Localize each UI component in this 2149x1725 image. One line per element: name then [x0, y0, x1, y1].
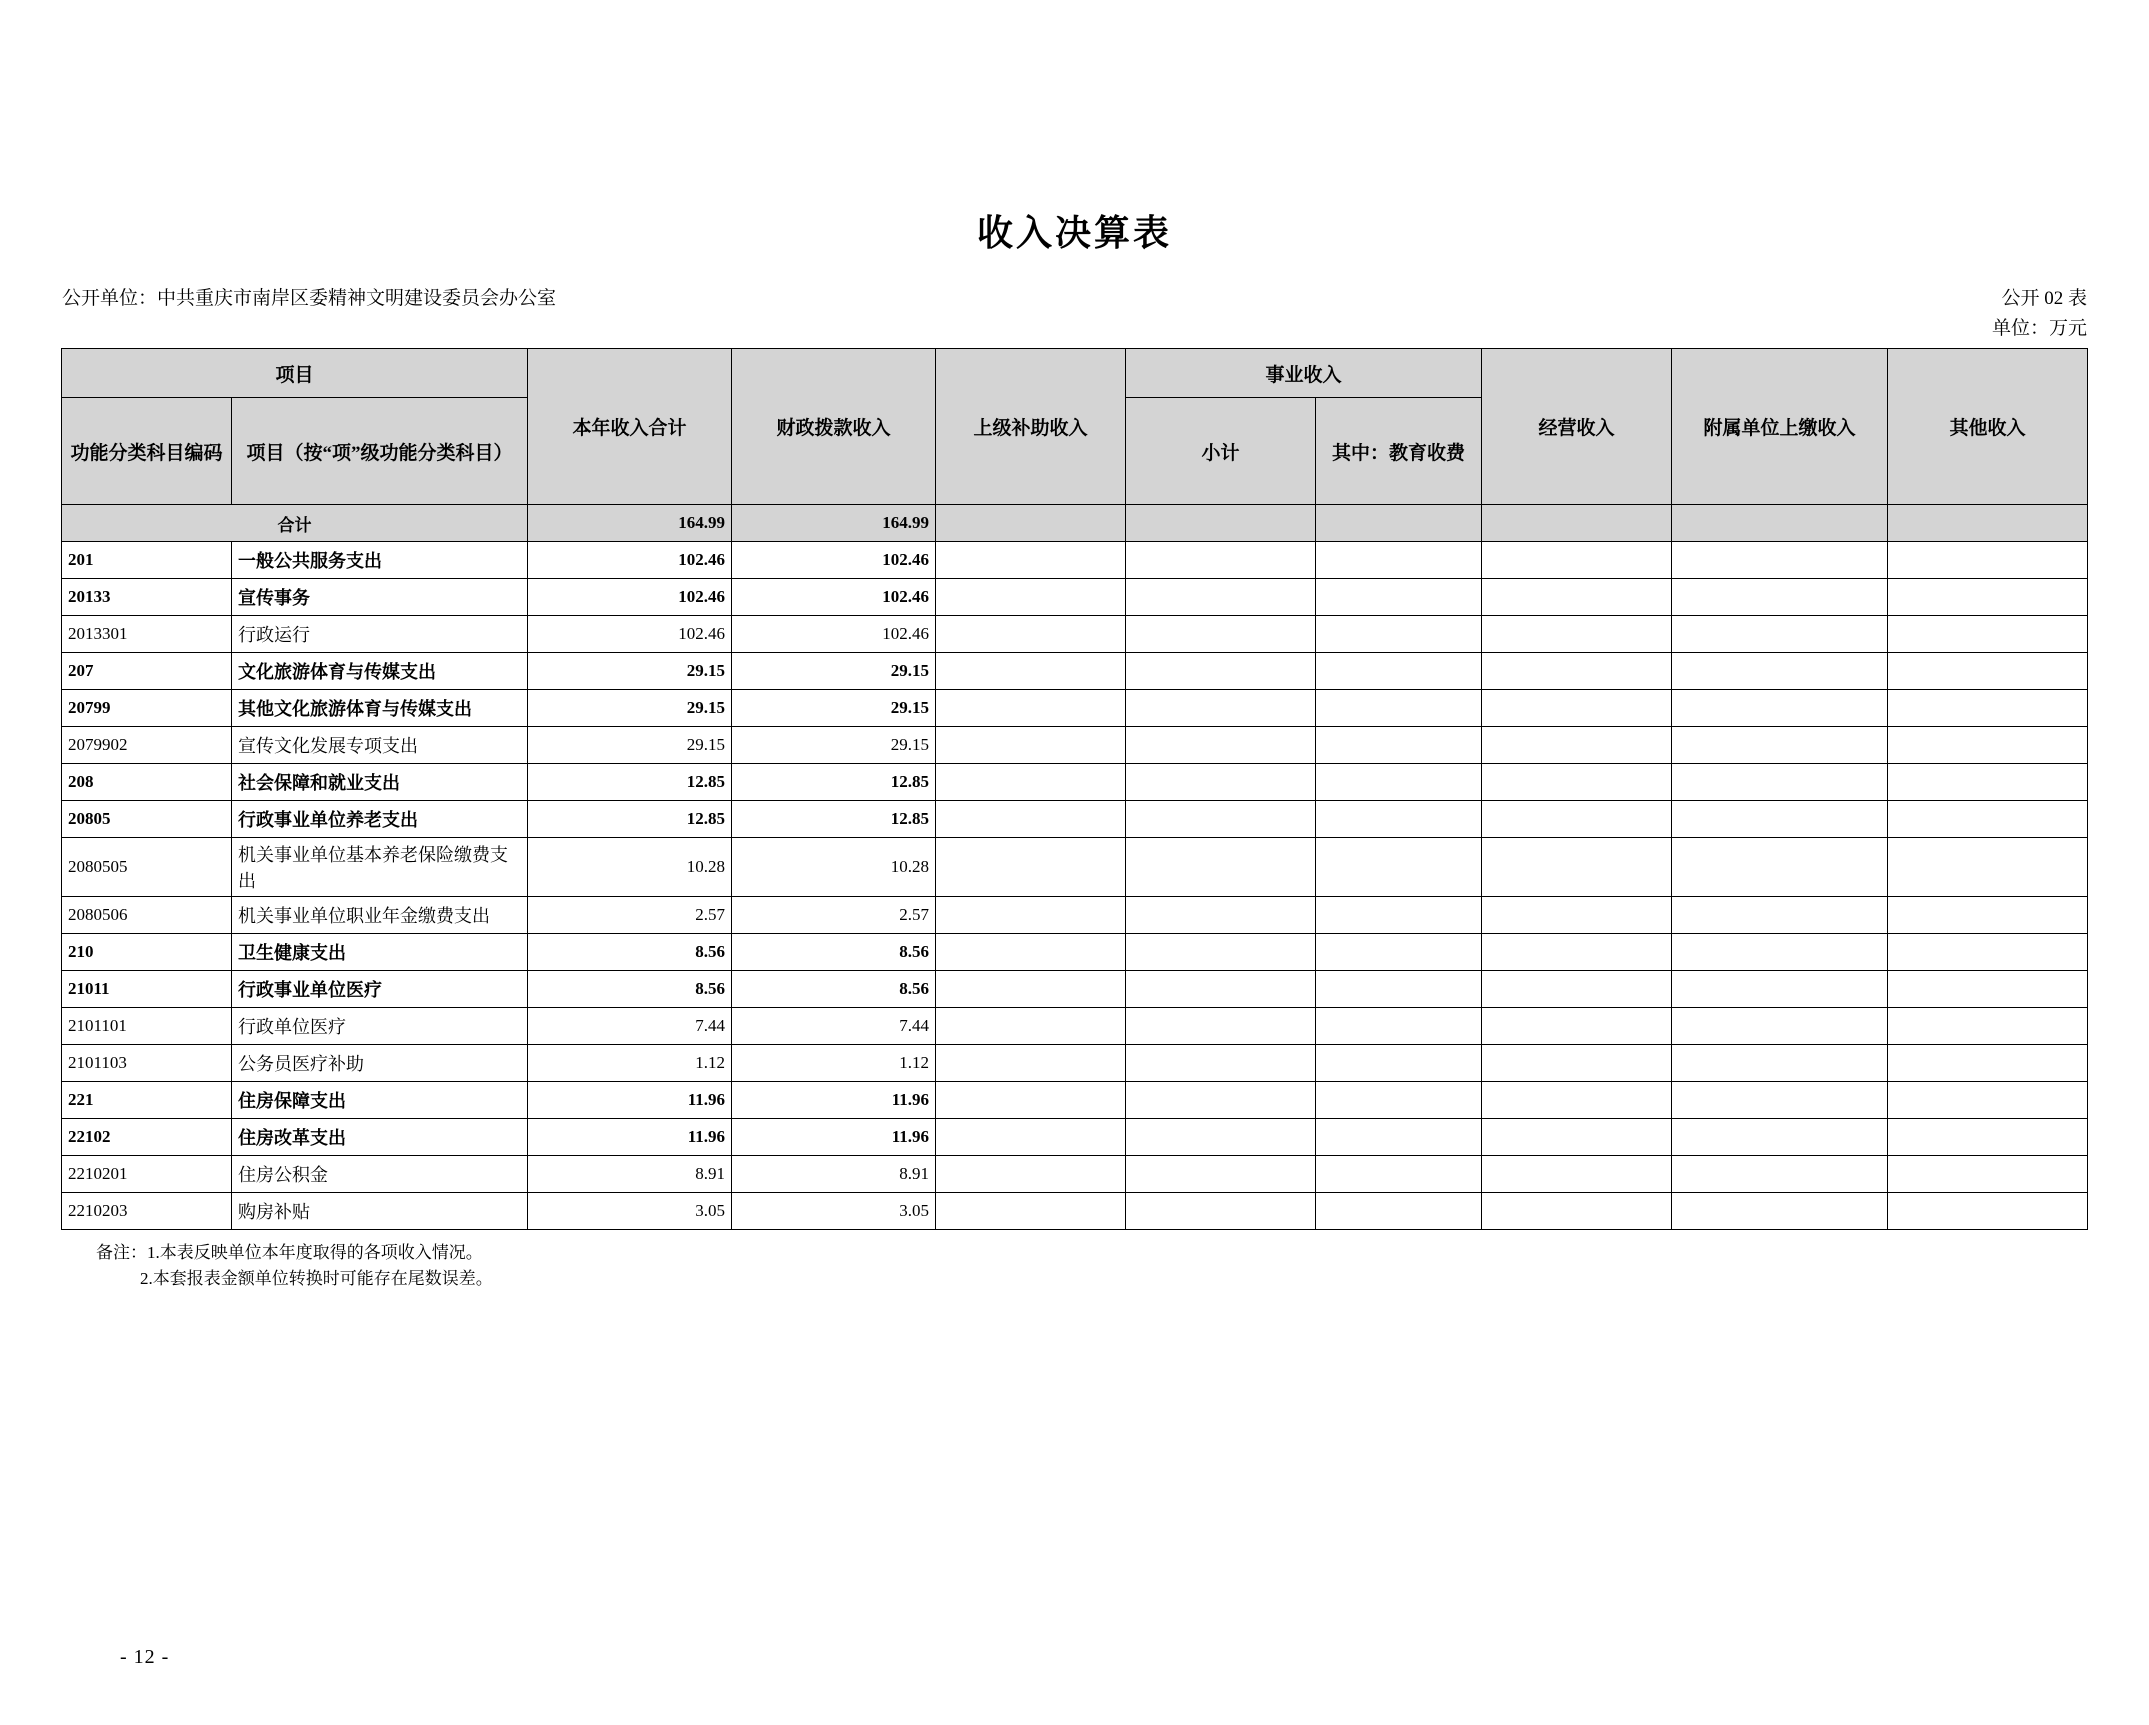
cell-shiye-sub [1126, 838, 1316, 897]
cell-code: 20805 [61, 801, 231, 838]
cell-total: 102.46 [528, 542, 732, 579]
table-row [61, 971, 2087, 1008]
cell-code: 2210203 [61, 1193, 231, 1230]
table-row [61, 1119, 2087, 1156]
cell-other [1888, 690, 2088, 727]
table-row [61, 1045, 2087, 1082]
form-number: 公开 02 表 [2001, 288, 2087, 309]
cell-name: 机关事业单位职业年金缴费支出 [231, 897, 527, 934]
cell-superior [936, 653, 1126, 690]
cell-code: 207 [61, 653, 231, 690]
cell-code: 2101103 [61, 1045, 231, 1082]
cell-shiye-sub [1126, 764, 1316, 801]
cell-name: 行政事业单位养老支出 [231, 801, 527, 838]
cell-business [1482, 653, 1672, 690]
cell-name: 行政运行 [231, 616, 527, 653]
page-number: - 12 - [120, 1646, 170, 1668]
header-business: 经营收入 [1482, 349, 1672, 505]
cell-other [1888, 1119, 2088, 1156]
note-line-1: 备注：1.本表反映单位本年度取得的各项收入情况。 [96, 1243, 483, 1262]
cell-shiye-edu [1316, 542, 1482, 579]
cell-affiliated [1672, 579, 1888, 616]
cell-shiye-edu [1316, 579, 1482, 616]
cell-fiscal: 11.96 [732, 1082, 936, 1119]
cell-shiye-edu [1316, 1082, 1482, 1119]
header-shiye-sub: 小计 [1126, 398, 1316, 505]
table-body [61, 505, 2087, 1230]
cell-business [1482, 1119, 1672, 1156]
table-row [61, 897, 2087, 934]
cell-other [1888, 579, 2088, 616]
cell-business [1482, 727, 1672, 764]
cell-shiye-edu [1316, 1193, 1482, 1230]
cell-shiye-sub [1126, 727, 1316, 764]
cell-total: 7.44 [528, 1008, 732, 1045]
publishing-unit: 公开单位：中共重庆市南岸区委精神文明建设委员会办公室 [62, 288, 557, 309]
table-row [61, 1082, 2087, 1119]
cell-superior [936, 727, 1126, 764]
cell-shiye-sub [1126, 1082, 1316, 1119]
cell-name: 文化旅游体育与传媒支出 [231, 653, 527, 690]
total-affiliated [1672, 505, 1888, 542]
cell-shiye-edu [1316, 764, 1482, 801]
cell-fiscal: 1.12 [732, 1045, 936, 1082]
cell-business [1482, 579, 1672, 616]
cell-shiye-edu [1316, 1156, 1482, 1193]
cell-business [1482, 801, 1672, 838]
cell-code: 2101101 [61, 1008, 231, 1045]
cell-other [1888, 1193, 2088, 1230]
cell-shiye-sub [1126, 1045, 1316, 1082]
table-row [61, 653, 2087, 690]
cell-other [1888, 801, 2088, 838]
total-other [1888, 505, 2088, 542]
cell-shiye-edu [1316, 727, 1482, 764]
cell-fiscal: 29.15 [732, 653, 936, 690]
cell-business [1482, 1082, 1672, 1119]
total-total: 164.99 [528, 505, 732, 542]
cell-code: 2210201 [61, 1156, 231, 1193]
cell-name: 购房补贴 [231, 1193, 527, 1230]
cell-shiye-edu [1316, 934, 1482, 971]
cell-shiye-edu [1316, 801, 1482, 838]
cell-total: 29.15 [528, 690, 732, 727]
cell-superior [936, 616, 1126, 653]
cell-name: 行政事业单位医疗 [231, 971, 527, 1008]
cell-name: 住房保障支出 [231, 1082, 527, 1119]
cell-other [1888, 838, 2088, 897]
document-page [0, 205, 2149, 1725]
cell-fiscal: 29.15 [732, 727, 936, 764]
cell-code: 201 [61, 542, 231, 579]
cell-business [1482, 838, 1672, 897]
cell-superior [936, 1193, 1126, 1230]
cell-other [1888, 934, 2088, 971]
cell-total: 102.46 [528, 616, 732, 653]
document-meta [0, 284, 2149, 340]
total-superior [936, 505, 1126, 542]
header-other: 其他收入 [1888, 349, 2088, 505]
cell-superior [936, 764, 1126, 801]
header-superior: 上级补助收入 [936, 349, 1126, 505]
table-row [61, 801, 2087, 838]
cell-name: 行政单位医疗 [231, 1008, 527, 1045]
cell-business [1482, 934, 1672, 971]
cell-total: 8.56 [528, 971, 732, 1008]
cell-shiye-sub [1126, 1119, 1316, 1156]
cell-fiscal: 2.57 [732, 897, 936, 934]
cell-business [1482, 971, 1672, 1008]
cell-name: 社会保障和就业支出 [231, 764, 527, 801]
cell-shiye-sub [1126, 1156, 1316, 1193]
cell-total: 8.91 [528, 1156, 732, 1193]
cell-other [1888, 542, 2088, 579]
cell-code: 22102 [61, 1119, 231, 1156]
cell-total: 12.85 [528, 764, 732, 801]
cell-total: 11.96 [528, 1082, 732, 1119]
cell-code: 2013301 [61, 616, 231, 653]
table-row [61, 690, 2087, 727]
cell-other [1888, 764, 2088, 801]
cell-fiscal: 12.85 [732, 801, 936, 838]
cell-fiscal: 3.05 [732, 1193, 936, 1230]
cell-superior [936, 838, 1126, 897]
cell-shiye-sub [1126, 897, 1316, 934]
cell-name: 公务员医疗补助 [231, 1045, 527, 1082]
cell-shiye-edu [1316, 971, 1482, 1008]
table-row [61, 934, 2087, 971]
cell-superior [936, 579, 1126, 616]
cell-shiye-edu [1316, 1045, 1482, 1082]
cell-fiscal: 102.46 [732, 616, 936, 653]
cell-fiscal: 10.28 [732, 838, 936, 897]
cell-other [1888, 616, 2088, 653]
table-header-row-1 [61, 349, 2087, 398]
cell-total: 10.28 [528, 838, 732, 897]
header-name: 项目（按“项”级功能分类科目） [231, 398, 527, 505]
cell-code: 20133 [61, 579, 231, 616]
cell-name: 卫生健康支出 [231, 934, 527, 971]
cell-superior [936, 897, 1126, 934]
cell-superior [936, 934, 1126, 971]
cell-code: 2080505 [61, 838, 231, 897]
table-notes [0, 1240, 2149, 1292]
cell-fiscal: 8.56 [732, 934, 936, 971]
cell-affiliated [1672, 1156, 1888, 1193]
cell-affiliated [1672, 690, 1888, 727]
cell-affiliated [1672, 653, 1888, 690]
total-shiye-edu [1316, 505, 1482, 542]
table-row [61, 838, 2087, 897]
cell-shiye-sub [1126, 1008, 1316, 1045]
cell-affiliated [1672, 897, 1888, 934]
cell-shiye-edu [1316, 1008, 1482, 1045]
cell-shiye-edu [1316, 897, 1482, 934]
cell-affiliated [1672, 1045, 1888, 1082]
cell-fiscal: 11.96 [732, 1119, 936, 1156]
table-row [61, 1008, 2087, 1045]
cell-shiye-sub [1126, 971, 1316, 1008]
cell-affiliated [1672, 1008, 1888, 1045]
cell-fiscal: 12.85 [732, 764, 936, 801]
cell-total: 3.05 [528, 1193, 732, 1230]
cell-shiye-sub [1126, 616, 1316, 653]
cell-other [1888, 1045, 2088, 1082]
cell-shiye-sub [1126, 579, 1316, 616]
cell-affiliated [1672, 838, 1888, 897]
table-row [61, 616, 2087, 653]
cell-fiscal: 102.46 [732, 579, 936, 616]
header-fiscal: 财政拨款收入 [732, 349, 936, 505]
cell-affiliated [1672, 1082, 1888, 1119]
cell-other [1888, 1008, 2088, 1045]
cell-total: 12.85 [528, 801, 732, 838]
cell-total: 8.56 [528, 934, 732, 971]
cell-name: 住房改革支出 [231, 1119, 527, 1156]
cell-shiye-sub [1126, 801, 1316, 838]
cell-shiye-sub [1126, 690, 1316, 727]
cell-affiliated [1672, 764, 1888, 801]
header-affiliated: 附属单位上缴收入 [1672, 349, 1888, 505]
total-fiscal: 164.99 [732, 505, 936, 542]
amount-unit: 单位：万元 [1991, 318, 2087, 339]
cell-business [1482, 542, 1672, 579]
cell-code: 20799 [61, 690, 231, 727]
table-row [61, 1193, 2087, 1230]
cell-shiye-edu [1316, 653, 1482, 690]
table-row [61, 1156, 2087, 1193]
cell-other [1888, 897, 2088, 934]
cell-other [1888, 1156, 2088, 1193]
cell-fiscal: 7.44 [732, 1008, 936, 1045]
cell-shiye-sub [1126, 1193, 1316, 1230]
cell-fiscal: 29.15 [732, 690, 936, 727]
cell-superior [936, 801, 1126, 838]
cell-code: 221 [61, 1082, 231, 1119]
cell-affiliated [1672, 616, 1888, 653]
cell-business [1482, 1156, 1672, 1193]
cell-affiliated [1672, 801, 1888, 838]
header-item-group: 项目 [61, 349, 527, 398]
note-line-2: 2.本套报表金额单位转换时可能存在尾数误差。 [140, 1269, 493, 1288]
cell-other [1888, 971, 2088, 1008]
cell-name: 一般公共服务支出 [231, 542, 527, 579]
cell-business [1482, 1193, 1672, 1230]
cell-name: 宣传事务 [231, 579, 527, 616]
form-meta [1787, 284, 2087, 344]
cell-affiliated [1672, 1119, 1888, 1156]
table-row [61, 764, 2087, 801]
cell-shiye-edu [1316, 690, 1482, 727]
cell-business [1482, 1045, 1672, 1082]
total-label: 合计 [61, 505, 527, 542]
cell-total: 102.46 [528, 579, 732, 616]
cell-superior [936, 1119, 1126, 1156]
cell-shiye-edu [1316, 1119, 1482, 1156]
header-shiye-group: 事业收入 [1126, 349, 1482, 398]
cell-shiye-edu [1316, 616, 1482, 653]
cell-total: 29.15 [528, 727, 732, 764]
cell-name: 宣传文化发展专项支出 [231, 727, 527, 764]
cell-code: 210 [61, 934, 231, 971]
cell-total: 29.15 [528, 653, 732, 690]
cell-shiye-sub [1126, 934, 1316, 971]
cell-shiye-sub [1126, 542, 1316, 579]
cell-code: 2080506 [61, 897, 231, 934]
cell-affiliated [1672, 542, 1888, 579]
cell-superior [936, 1156, 1126, 1193]
cell-business [1482, 616, 1672, 653]
cell-other [1888, 727, 2088, 764]
cell-fiscal: 8.91 [732, 1156, 936, 1193]
table-row [61, 727, 2087, 764]
cell-shiye-sub [1126, 653, 1316, 690]
cell-shiye-edu [1316, 838, 1482, 897]
cell-fiscal: 102.46 [732, 542, 936, 579]
cell-total: 11.96 [528, 1119, 732, 1156]
cell-business [1482, 690, 1672, 727]
cell-business [1482, 897, 1672, 934]
cell-affiliated [1672, 1193, 1888, 1230]
page-title: 收入决算表 [976, 213, 1172, 253]
cell-total: 1.12 [528, 1045, 732, 1082]
cell-other [1888, 653, 2088, 690]
header-total: 本年收入合计 [528, 349, 732, 505]
cell-superior [936, 1082, 1126, 1119]
cell-affiliated [1672, 727, 1888, 764]
income-final-accounts-table [61, 348, 2088, 1230]
cell-affiliated [1672, 971, 1888, 1008]
header-code: 功能分类科目编码 [61, 398, 231, 505]
cell-business [1482, 764, 1672, 801]
cell-superior [936, 1045, 1126, 1082]
total-shiye-sub [1126, 505, 1316, 542]
cell-other [1888, 1082, 2088, 1119]
cell-superior [936, 542, 1126, 579]
cell-name: 其他文化旅游体育与传媒支出 [231, 690, 527, 727]
cell-code: 2079902 [61, 727, 231, 764]
cell-name: 机关事业单位基本养老保险缴费支出 [231, 838, 527, 897]
cell-business [1482, 1008, 1672, 1045]
cell-superior [936, 690, 1126, 727]
table-row-total [61, 505, 2087, 542]
header-shiye-edu: 其中：教育收费 [1316, 398, 1482, 505]
total-business [1482, 505, 1672, 542]
cell-code: 208 [61, 764, 231, 801]
cell-name: 住房公积金 [231, 1156, 527, 1193]
cell-total: 2.57 [528, 897, 732, 934]
cell-affiliated [1672, 934, 1888, 971]
table-row [61, 542, 2087, 579]
table-row [61, 579, 2087, 616]
cell-code: 21011 [61, 971, 231, 1008]
cell-superior [936, 1008, 1126, 1045]
cell-superior [936, 971, 1126, 1008]
cell-fiscal: 8.56 [732, 971, 936, 1008]
